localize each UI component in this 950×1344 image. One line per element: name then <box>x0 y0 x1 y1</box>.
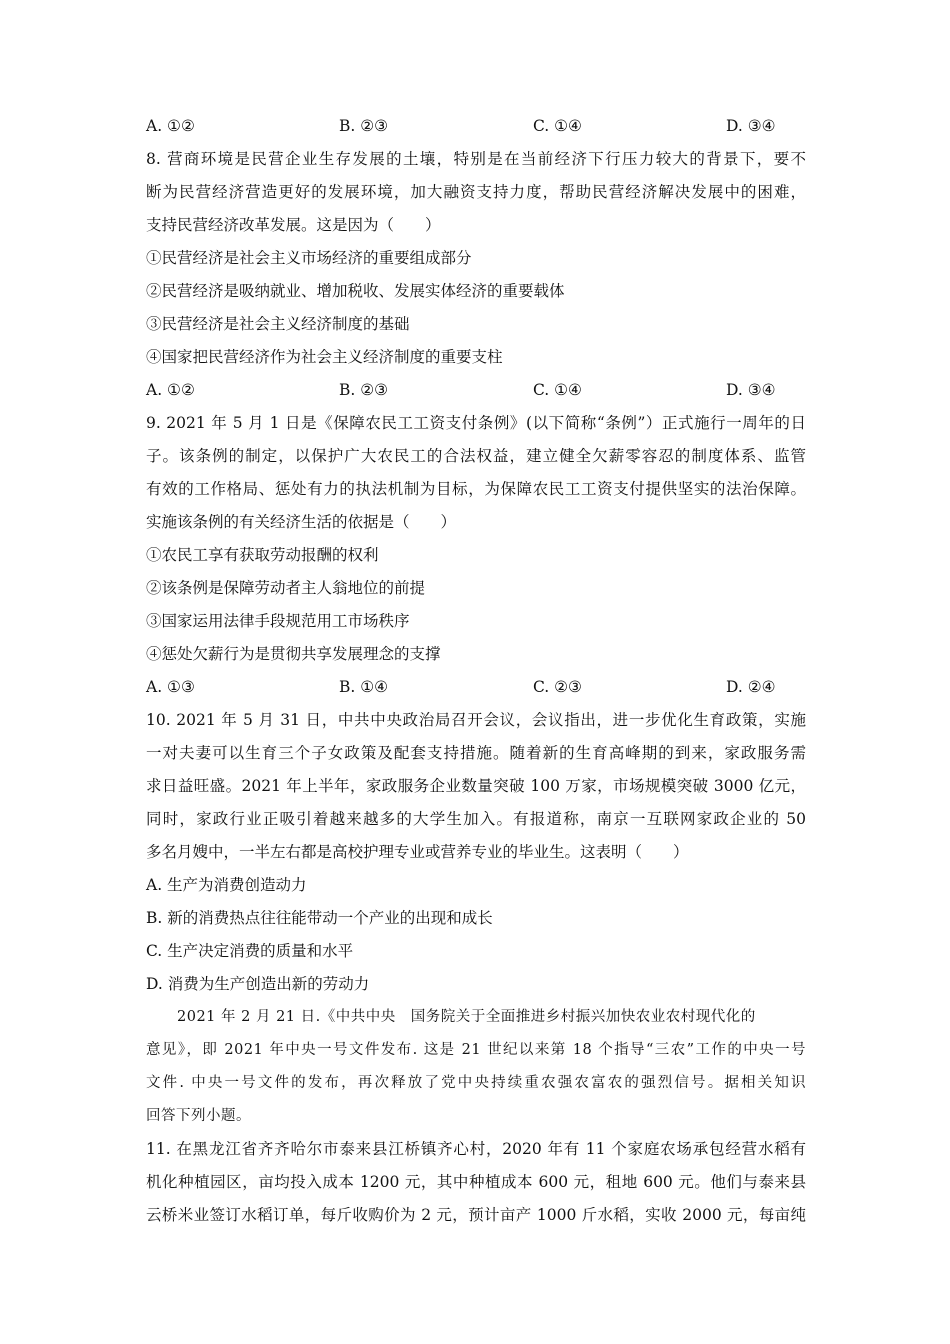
q10-stem-line: 一对夫妻可以生育三个子女政策及配套支持措施。随着新的生育高峰期的到来，家政服务需 <box>146 744 806 762</box>
q10-stem-line: 10. 2021 年 5 月 31 日，中共中央政治局召开会议，会议指出，进一步优化生育政策，实施 <box>146 711 806 729</box>
q9-item: ③国家运用法律手段规范用工市场秩序 <box>146 612 410 630</box>
option-a[interactable]: A. ①② <box>146 117 195 135</box>
q11-stem-line: 机化种植园区，亩均投入成本 1200 元，其中种植成本 600 元，租地 600 元。他们与泰来县 <box>146 1173 806 1191</box>
option-d[interactable]: D. ③④ <box>726 381 776 399</box>
option-b[interactable]: B. ②③ <box>339 117 389 135</box>
option-c[interactable]: C. ①④ <box>533 381 582 399</box>
q8-item: ③民营经济是社会主义经济制度的基础 <box>146 315 410 333</box>
q10-stem-line: 同时，家政行业正吸引着越来越多的大学生加入。有报道称，南京一互联网家政企业的 50 <box>146 810 806 828</box>
option-b[interactable]: B. ①④ <box>339 678 389 696</box>
q10-option-a[interactable]: A. 生产为消费创造动力 <box>146 876 307 894</box>
q9-stem-line: 9. 2021 年 5 月 1 日是《保障农民工工资支付条例》(以下简称“条例”）正式施行一周年的日 <box>146 414 806 432</box>
option-b[interactable]: B. ②③ <box>339 381 389 399</box>
q10-stem-line: 求日益旺盛。2021 年上半年，家政服务企业数量突破 100 万家，市场规模突破 3000 亿元， <box>146 777 806 795</box>
q8-item: ②民营经济是吸纳就业、增加税收、发展实体经济的重要载体 <box>146 282 565 300</box>
material-line: 文件. 中央一号文件的发布，再次释放了党中央持续重农强农富农的强烈信号。据相关知识 <box>146 1075 806 1091</box>
option-c[interactable]: C. ②③ <box>533 678 582 696</box>
q10-stem-line: 多名月嫂中，一半左右都是高校护理专业或营养专业的毕业生。这表明（ ） <box>146 843 689 861</box>
material-line: 意见》，即 2021 年中央一号文件发布. 这是 21 世纪以来第 18 个指导“三农”工作的中央一号 <box>146 1042 806 1058</box>
q9-stem-line: 子。该条例的制定，以保护广大农民工的合法权益，建立健全欠薪零容忍的制度体系、监管 <box>146 447 806 465</box>
q10-option-d[interactable]: D. 消费为生产创造出新的劳动力 <box>146 975 370 993</box>
q10-option-b[interactable]: B. 新的消费热点往往能带动一个产业的出现和成长 <box>146 909 493 927</box>
option-a[interactable]: A. ①③ <box>146 678 195 696</box>
q10-option-c[interactable]: C. 生产决定消费的质量和水平 <box>146 942 354 960</box>
q8-options <box>146 379 806 401</box>
q9-item: ④惩处欠薪行为是贯彻共享发展理念的支撑 <box>146 645 441 663</box>
material-line: 回答下列小题。 <box>146 1108 251 1124</box>
q9-stem-line: 实施该条例的有关经济生活的依据是（ ） <box>146 513 457 531</box>
option-d[interactable]: D. ③④ <box>726 117 776 135</box>
q7-options <box>146 115 806 137</box>
q8-stem-line: 断为民营经济营造更好的发展环境，加大融资支持力度，帮助民营经济解决发展中的困难， <box>146 183 806 201</box>
q11-stem-line: 云桥米业签订水稻订单，每斤收购价为 2 元，预计亩产 1000 斤水稻，实收 2000 元，每亩纯 <box>146 1206 806 1224</box>
q9-item: ①农民工享有获取劳动报酬的权利 <box>146 546 379 564</box>
q8-item: ④国家把民营经济作为社会主义经济制度的重要支柱 <box>146 348 503 366</box>
material-line: 2021 年 2 月 21 日.《中共中央 国务院关于全面推进乡村振兴加快农业农村现代化的 <box>177 1009 756 1025</box>
q8-stem-line: 支持民营经济改革发展。这是因为（ ） <box>146 216 441 234</box>
option-a[interactable]: A. ①② <box>146 381 195 399</box>
q9-options <box>146 676 806 698</box>
option-d[interactable]: D. ②④ <box>726 678 776 696</box>
q8-item: ①民营经济是社会主义市场经济的重要组成部分 <box>146 249 472 267</box>
q9-item: ②该条例是保障劳动者主人翁地位的前提 <box>146 579 426 597</box>
q11-stem-line: 11. 在黑龙江省齐齐哈尔市泰来县江桥镇齐心村，2020 年有 11 个家庭农场承包经营水稻有 <box>146 1140 806 1158</box>
q8-stem-line: 8. 营商环境是民营企业生存发展的土壤，特别是在当前经济下行压力较大的背景下，要不 <box>146 150 806 168</box>
option-c[interactable]: C. ①④ <box>533 117 582 135</box>
q9-stem-line: 有效的工作格局、惩处有力的执法机制为目标，为保障农民工工资支付提供坚实的法治保障。 <box>146 480 806 498</box>
